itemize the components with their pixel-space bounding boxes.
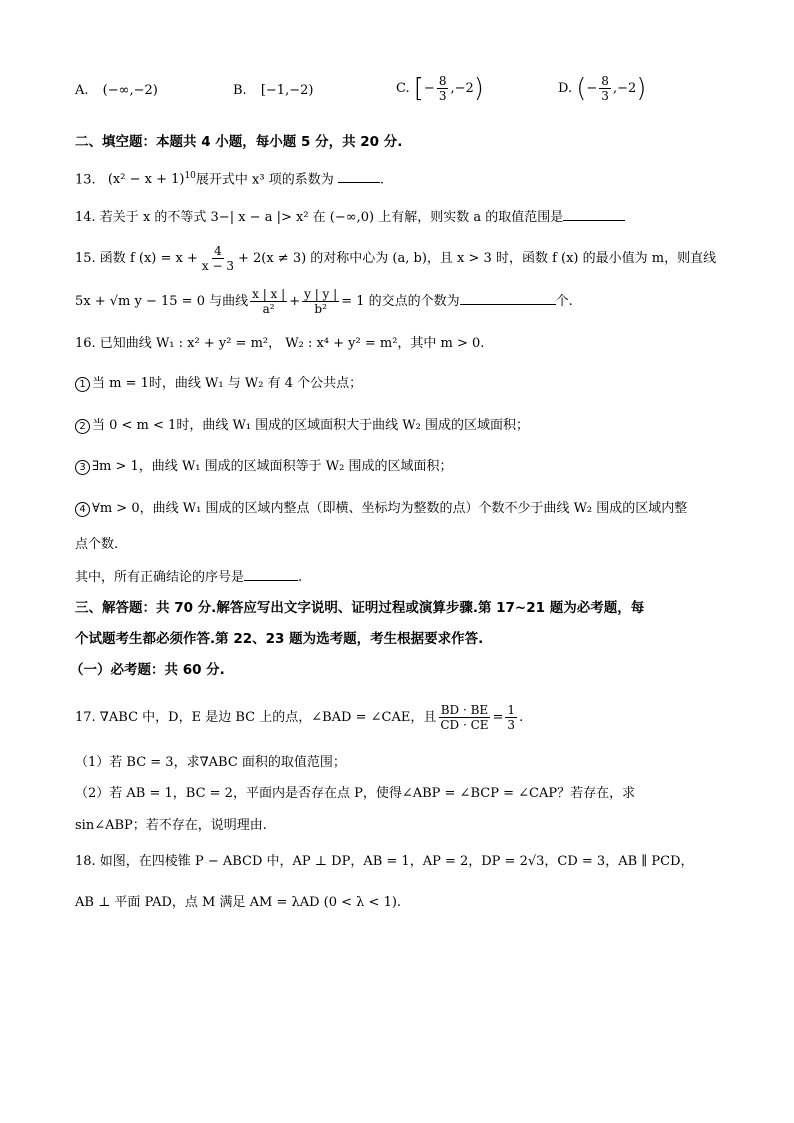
question-15-line2: 5x + √m y − 15 = 0 与曲线 $\frac{x | x |}{\text{a²}}$ + $\frac{y | y |}{\text{b²}}$ = 1 的交点的个数为 个. bbox=[75, 287, 573, 316]
answer-blank-14[interactable] bbox=[563, 206, 625, 221]
circled-number-3: 3 bbox=[75, 460, 90, 475]
option-a-label: A. bbox=[75, 83, 89, 98]
question-14: 14. 若关于 x 的不等式 3−| x − a |> x² 在 (−∞,0) 上有解，则实数 a 的取值范围是 bbox=[75, 206, 625, 229]
q17-part-1: （1）若 BC = 3，求∇ABC 面积的取值范围； bbox=[75, 755, 346, 770]
q17-one-third: $\frac{1}{3}$ bbox=[507, 703, 516, 732]
question-13: 13. $(x^2 - x + 1)^{10}$展开式中 x³ 项的系数为 . bbox=[75, 165, 384, 191]
question-16-stem: 16. 已知曲线 W₁ : x² + y² = m²， W₂ : x⁴ + y² = m²，其中 m > 0. bbox=[75, 336, 485, 351]
q16-item-2: 2 当 0 < m < 1时，曲线 W₁ 围成的区域面积大于曲线 W₂ 围成的区域面积； bbox=[75, 415, 529, 437]
question-15-line1: 15. 函数 f (x) = x + $\frac{4}{x - 3}$ + 2(x ≠ 3) 的对称中心为 (a, b)，且 x > 3 时，函数 f (x) 的最小值为 m，则直线 bbox=[75, 244, 717, 273]
q16-item-1: 1 当 m = 1时，曲线 W₁ 与 W₂ 有 4 个公共点； bbox=[75, 373, 362, 395]
circled-number-2: 2 bbox=[75, 419, 90, 434]
option-a-value: (−∞,−2) bbox=[102, 83, 158, 98]
section3-title-line2: 个试题考生都必须作答.第 22、23 题为选考题，考生根据要求作答. bbox=[75, 631, 484, 647]
q17-ratio-fraction: $\frac{BD \cdot BE}{CD \cdot CE}$ bbox=[440, 703, 489, 732]
question-18-line1: 18. 如图，在四棱锥 P − ABCD 中，AP ⊥ DP，AB = 1，AP = 2，DP = 2√3，CD = 3，AB ∥ PCD， bbox=[75, 854, 694, 869]
q15-fraction-y: $\frac{y | y |}{\text{b²}}$ bbox=[304, 287, 338, 316]
section2-title: 二、填空题：本题共 4 小题，每小题 5 分，共 20 分. bbox=[75, 134, 403, 150]
circled-number-1: 1 bbox=[75, 377, 90, 392]
q16-item-4: 4 ∀m > 0，曲线 W₁ 围成的区域内整点（即横、坐标均为整数的点）个数不少于曲线 W₂ 围成的区域内整 bbox=[75, 498, 687, 520]
q15-fraction: $\frac{4}{x - 3}$ bbox=[201, 244, 234, 273]
section3-title-line1: 三、解答题：共 70 分.解答应写出文字说明、证明过程或演算步骤.第 17~21 题为必考题，每 bbox=[75, 600, 645, 616]
question-18-line2: AB ⊥ 平面 PAD，点 M 满足 AM = λAD (0 < λ < 1). bbox=[75, 895, 402, 910]
option-c-fraction: $\frac{8}{3}$ bbox=[438, 74, 447, 103]
option-d-label: D. bbox=[558, 81, 573, 96]
answer-blank-15[interactable] bbox=[460, 290, 556, 305]
q17-part-2-cont: sin∠ABP；若不存在，说明理由. bbox=[75, 818, 267, 833]
question-17-stem: 17. ∇ABC 中，D，E 是边 BC 上的点，∠BAD = ∠CAE，且 $\frac{BD \cdot BE}{CD \cdot CE}$ = $\frac{1}{3}$ . bbox=[75, 703, 524, 732]
option-a bbox=[75, 80, 158, 102]
option-c-label: C. bbox=[396, 81, 410, 96]
section3-subtitle: （一）必考题：共 60 分. bbox=[70, 662, 225, 678]
option-b bbox=[233, 80, 313, 102]
answer-blank-13[interactable] bbox=[338, 168, 380, 183]
q16-item-4-cont: 点个数. bbox=[75, 537, 119, 552]
option-b-label: B. bbox=[233, 83, 247, 98]
q17-part-2: （2）若 AB = 1，BC = 2，平面内是否存在点 P，使得∠ABP = ∠BCP = ∠CAP？若存在，求 bbox=[75, 786, 636, 801]
option-d: D. (− $\frac{8}{3}$ ,−2) bbox=[558, 73, 647, 104]
q16-ask: 其中，所有正确结论的序号是 . bbox=[75, 566, 302, 589]
option-d-fraction: $\frac{8}{3}$ bbox=[601, 74, 609, 103]
q16-item-3: 3 ∃m > 1，曲线 W₁ 围成的区域面积等于 W₂ 围成的区域面积； bbox=[75, 456, 452, 478]
option-c: C. [− $\frac{8}{3}$ ,−2) bbox=[396, 73, 484, 104]
option-b-value: [−1,−2) bbox=[260, 83, 314, 98]
answer-blank-16[interactable] bbox=[244, 566, 298, 581]
circled-number-4: 4 bbox=[75, 502, 90, 517]
q15-fraction-x: $\frac{x | x |}{\text{a²}}$ bbox=[252, 287, 286, 316]
